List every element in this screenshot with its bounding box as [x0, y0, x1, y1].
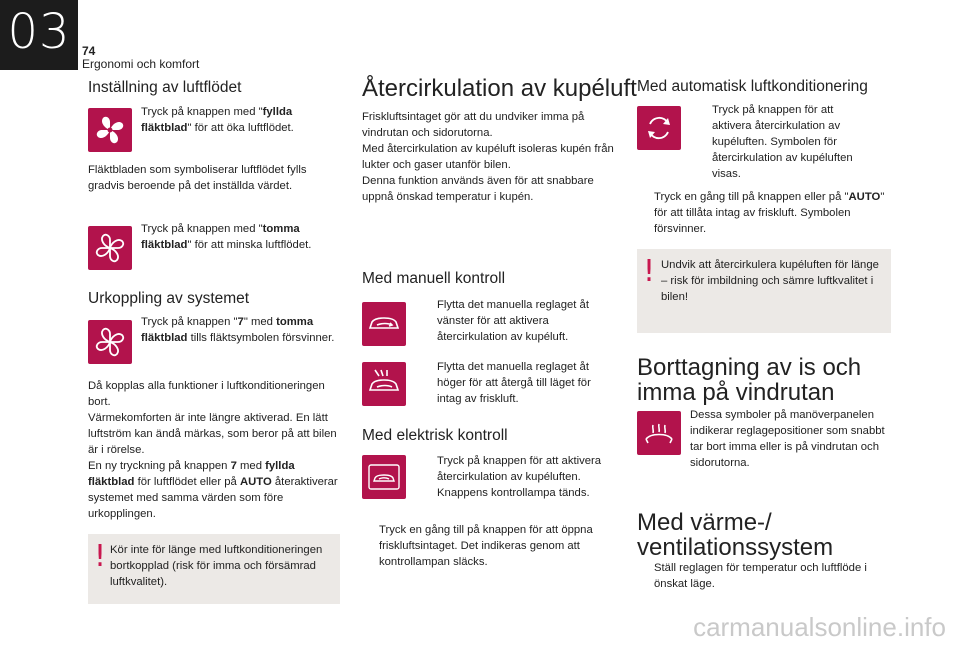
bullet-auto-1: Tryck på knappen för att aktivera återcirkulation av kupéluften. Symbolen för återcirkulation av kupéluften visas.: [712, 104, 853, 180]
text-fill-button: Tryck på knappen med "fyllda fläktblad" för att öka luftflödet.: [141, 106, 294, 134]
warning-icon: !: [643, 254, 656, 289]
recirc-left-icon: [362, 302, 406, 346]
heading-disconnect: Urkoppling av systemet: [88, 290, 250, 307]
text-defog: Dessa symboler på manöverpanelen indikerar reglagepositioner som snabbt tar bort imma eller is på vindrutan och sidorutorna.: [690, 409, 885, 469]
fan-filled-icon: [88, 108, 132, 152]
fan-off-icon: [88, 320, 132, 364]
watermark: carmanualsonline.info: [693, 612, 946, 642]
chapter-tab: [0, 0, 78, 70]
text-empty-button: Tryck på knappen med "tomma fläktblad" för att minska luftflödet.: [141, 223, 312, 251]
fan-empty-icon: [88, 226, 132, 270]
warning-text: Undvik att återcirkulera kupéluften för länge – risk för imbildning och sämre luftkvalitet i bilen!: [661, 259, 879, 303]
text-fill-description: Fläktbladen som symboliserar luftflödet fylls gradvis beroende på det inställda värdet.: [88, 164, 307, 192]
text-off-description: Då kopplas alla funktioner i luftkonditioneringen bort. Värmekomforten är inte längre aktiverad. En lätt luftström kan ändå märkas, som beror på att bilen är i rörelse. En ny tryckning på knappen 7 med fyllda fläktblad för luftflödet eller på AUTO återaktiverar systemet med samma värden som före urkopplingen.: [88, 380, 338, 520]
page-number: 74: [82, 44, 96, 58]
bullet-manual-2: Flytta det manuella reglaget åt höger för att återgå till läget för intag av friskluft.: [437, 361, 591, 405]
heading-auto-ac: Med automatisk luftkonditionering: [637, 78, 868, 95]
text-off-button: Tryck på knappen "7" med tomma fläktblad tills fläktsymbolen försvinner.: [141, 316, 335, 344]
title-defog: Borttagning av is och imma på vindrutan: [637, 354, 862, 407]
bullet-electric-1: Tryck på knappen för att aktivera återcirkulation av kupéluften. Knappens kontrollampa tänds.: [437, 455, 602, 499]
recirc-button-icon: [362, 455, 406, 499]
bullet-vent-1: Ställ reglagen för temperatur och luftflöde i önskat läge.: [654, 562, 867, 590]
defrost-icon: [637, 411, 681, 455]
title-ventilation: Med värme-/ ventilationssystem: [637, 509, 834, 562]
bullet-manual-1: Flytta det manuella reglaget åt vänster för att aktivera återcirkulation av kupéluft.: [437, 299, 589, 343]
bullet-electric-2: Tryck en gång till på knappen för att öppna friskluftsintaget. Det indikeras genom att kontrollampan släcks.: [379, 524, 593, 568]
bullet-auto-2: Tryck en gång till på knappen eller på "AUTO" för att tillåta intag av friskluft. Symbolen försvinner.: [654, 191, 885, 235]
recirc-right-icon: [362, 362, 406, 406]
heading-manual: Med manuell kontroll: [362, 270, 506, 287]
recirc-auto-icon: [637, 106, 681, 150]
warning-icon: !: [94, 539, 107, 574]
warning-box-ac-off: [88, 534, 340, 604]
warning-text: Kör inte för länge med luftkonditioneringen bortkopplad (risk för imma och försämrad luftkvalitet).: [110, 544, 323, 588]
title-recirculation: Återcirkulation av kupéluft: [362, 75, 637, 102]
text-recirc-intro: Friskluftsintaget gör att du undviker imma på vindrutan och sidorutorna. Med återcirkulation av kupéluft isoleras kupén från lukter och gaser utanför bilen. Denna funktion används även för att snabbare uppnå önskad temperatur i kupén.: [362, 111, 614, 203]
warning-box-recirc: [637, 249, 891, 333]
heading-electric: Med elektrisk kontroll: [362, 427, 508, 444]
chapter-title: Ergonomi och komfort: [82, 57, 200, 71]
chapter-number: 03: [7, 4, 71, 60]
heading-airflow: Inställning av luftflödet: [88, 79, 242, 96]
